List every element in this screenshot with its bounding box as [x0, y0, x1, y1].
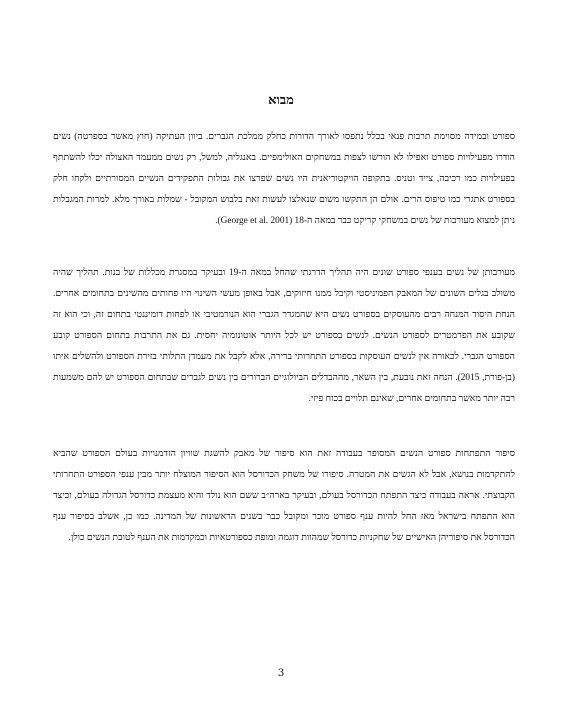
page-number: 3: [277, 668, 285, 679]
paragraph-3: סיפור התפתחות ספורט הנשים המסופר בעבודה זאת הוא סיפור של מאבק להשגת שוויון הזדמנויות בעולם הספורט שהביא להתקדמות בנושא, אבל לא הגשים את המטרה. סיפורו של משחק הכדורסל הוא הסיפור המוצלח יותר מבין ענפי הספורט התחרותי הקבוצתי. אראה בעבודה כיצד התפתח הכדורסל בעולם, ובעיקר בארה״ב ששם הוא נולד והיא מעצמת כדורסל הגדולה בעולם, וכיצד הוא התפתח בישראל מאז החל להיות ענף ספורט מוכר ומקובל כבר בשנים הראשונות של המדינה. כמו כן, אשלב בסיפור ענף הכדורסל את סיפוריהן האישיים של שחקניות כדורסל שמהוות דוגמה ומופת כספורטאיות וכמקדמות את הענף לטובת הנשים כולן.: [53, 449, 515, 544]
paragraph-1: ספורט ובמידה מסוימת תרבות פנאי בכלל נתפסו לאורך הדורות כחלק ממלכת הגברים. ביוון העתיקה (חוץ מאשר בספרטה) נשים הודרו מפעילויות ספורט ואפילו לא הורשו לצפות במשחקים האולימפיים. באנגליה, למשל, רק נשים ממעמד האצולה יכלו להשתתף בפעילויות כמו רכיבה, צייד וטניס. בתקופה הויקטוריאנית היו נשים שפרצו את גבולות התפקידים הנשיים המסורתיים ולקחו חלק בספורט אתגרי כמו טיפוס הרים. אולם הן התקשו משום שנאלצו לעשות זאת בלבוש המקובל - שמלות באורך מלא. למרות המגבלות ניתן למצוא מעורבות של נשים במשחקי קריקט כבר במאה ה-18 (George et al. 2001).: [53, 132, 515, 227]
paragraph-2: מעורבותן של נשים בענפי ספורט שונים היה תהליך הדרגתי שהחל במאה ה-19 ובעיקר במסגרת מכללות של בנות. תהליך שהיה משולב בגלים השונים של המאבק הפמיניסטי וקיבל ממנו חיזוקים, אבל באופן מעשי השינוי היו פחותים מהשינים בתחומים אחרים. הנחת היסוד המנחה רבים מהעוסקים בספורט נשים היא שהמגדר הגברי הוא הנורמטיבי או לפחות דומיננטי בתחום זה, וכי הוא זה שקובע את הפרמטרים לספורט הנשים. לנשים בספורט יש לכל היותר אוטונומיה יחסית. גם את התרבות בתחום הספורט קובע הספורט הגברי. לכאורה אין לנשים העוסקות בספורט התחרותי ברירה, אלא לקבל את מעמדן התלותי בזירת הספורט ולהשלים איתו (בן-פורת, 2015). הנחה זאת נובעת, בין השאר, מההבדלים הביולוגיים הברורים בין נשים לגברים שבתחום הספורט יש להם משמעות רבה יותר מאשר בתחומים אחרים, שאינם תלויים בכוח פיזי.: [53, 268, 515, 405]
section-title: מבוא: [268, 93, 294, 108]
